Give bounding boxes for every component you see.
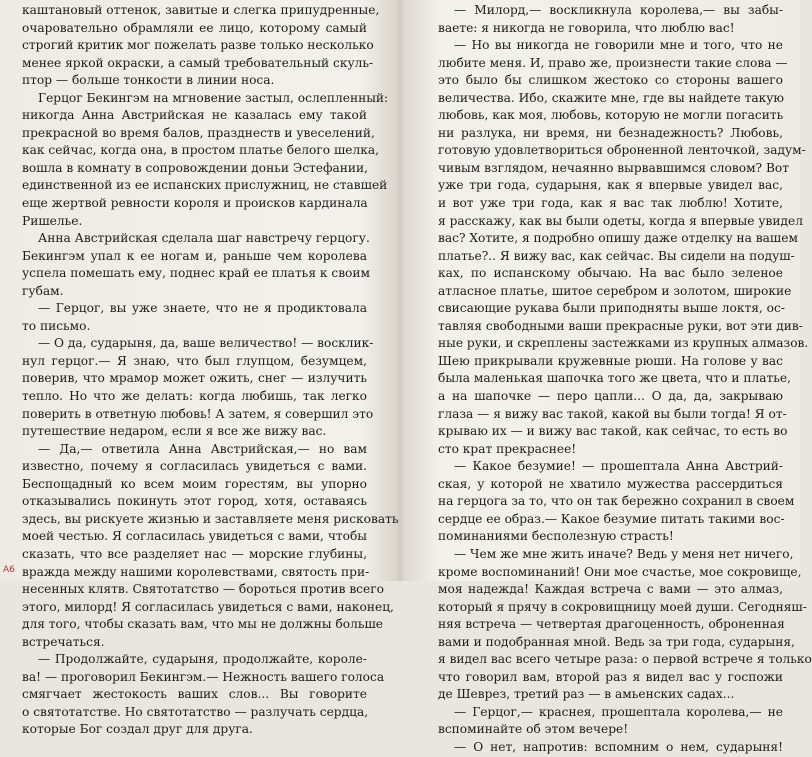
- text-line: ва! — проговорил Бекингэм.— Нежность вашего голоса: [22, 669, 385, 684]
- text-line: я видел вас всего четыре раза: о первой встрече я только: [438, 652, 812, 667]
- text-line: моей честью. Я согласилась увидеться с вами, чтобы: [22, 529, 367, 544]
- text-line: Бекингэм упал к ее ногам и, раньше чем королева: [22, 248, 367, 263]
- text-line: очаровательно обрамляли ее лицо, которому самый: [22, 20, 367, 35]
- text-line: нул герцог.— Я знаю, что был глупцом, безумцем,: [22, 353, 367, 368]
- text-line: де Шеврез, третий раз — в амьенских садах...: [438, 687, 735, 702]
- text-line: — Чем же мне жить иначе? Ведь у меня нет ничего,: [454, 546, 794, 561]
- text-line: — Но вы никогда не говорили мне и того, что не: [454, 38, 783, 53]
- text-line: здесь, вы рискуете жизнью и заставляете меня рисковать: [22, 511, 399, 526]
- text-line: как сейчас, когда она, в простом платье белого шелка,: [22, 143, 380, 158]
- text-line: прекрасной во время балов, празднеств и увеселений,: [22, 125, 375, 140]
- text-line: а на шапочке — перо цапли... О да, да, закрываю: [438, 389, 783, 404]
- text-line: Герцог Бекингэм на мгновение застыл, ослепленный:: [38, 90, 389, 105]
- text-line: успела помешать ему, поднес край ее платья к своим: [22, 266, 370, 281]
- text-line: глаза — я вижу вас такой, какой вы были тогда! Я от-: [438, 406, 787, 421]
- text-line: отказывались покинуть этот город, хотя, оставаясь: [22, 494, 367, 509]
- text-line: — Герцог,— краснея, прошептала королева,— не: [454, 704, 783, 719]
- text-line: губам.: [22, 283, 64, 298]
- text-line: кроме воспоминаний! Они мое счастье, мое сокровище,: [438, 564, 802, 579]
- text-line: этого, милорд! Я согласилась увидеться с вами, наконец,: [22, 599, 394, 614]
- text-line: вас? Хотите, я подробно опишу даже отделку на вашем: [438, 231, 798, 246]
- text-line: поверив, что мрамор может ожить, снег — излучить: [22, 371, 367, 386]
- text-line: никогда Анна Австрийская не казалась ему такой: [22, 108, 367, 123]
- text-line: величества. Ибо, скажите мне, где вы найдете такую: [438, 90, 785, 105]
- text-line: это было бы слишком жестоко со стороны вашего: [438, 73, 783, 88]
- text-line: — Какое безумие! — прошептала Анна Австрий-: [454, 459, 783, 474]
- text-line: ская, у которой не хватило мужества рассердиться: [438, 476, 783, 491]
- text-line: — Милорд,— воскликнула королева,— вы забы-: [454, 3, 783, 17]
- text-line: Ришелье.: [22, 213, 83, 228]
- text-line: моя надежда! Каждая встреча с вами — это алмаз,: [438, 582, 783, 597]
- text-line: — О да, сударыня, да, ваше величество! — восклик-: [38, 336, 374, 351]
- text-line: крываю их — и вижу вас такой, как сейчас, то есть во: [438, 424, 788, 439]
- text-line: платье?.. Я вижу вас, как сейчас. Вы сидели на подуш-: [438, 248, 795, 263]
- text-line: вошла в комнату в сопровождении доньи Эстефании,: [22, 160, 369, 175]
- text-line: ни разлука, ни время, ни безнадежность? Любовь,: [438, 125, 783, 140]
- text-line: несенных клятв. Святотатство — бороться против всего: [22, 582, 384, 597]
- text-line: сто крат прекраснее!: [438, 441, 577, 456]
- text-line: я расскажу, как вы были одеты, когда я впервые увидел: [438, 213, 803, 228]
- text-line: сказать, что все разделяет нас — морские глубины,: [22, 546, 367, 561]
- text-line: поверить в ответную любовь! А затем, я совершил это: [22, 406, 374, 421]
- text-line: вами и подобранная мной. Ведь за три года, сударыня,: [438, 634, 795, 649]
- text-line: вспоминайте об этом вечере!: [438, 722, 629, 737]
- text-line: тавляя свободными ваши прекрасные руки, вот эти див-: [438, 318, 803, 333]
- text-line: чивым взглядом, нечаянно вырвавшимся словом? Вот: [438, 160, 789, 175]
- text-line: каштановый оттенок, завитые и слегка припудренные,: [22, 3, 380, 17]
- text-line: строгий критик мог пожелать разве только несколько: [22, 38, 374, 53]
- margin-mark: А6: [3, 565, 15, 575]
- text-line: Беспощадный ко всем моим горестям, вы упорно: [22, 476, 367, 491]
- text-line: сердце ее образ.— Какое безумие питать такими вос-: [438, 511, 785, 526]
- text-line: — О нет, напротив: вспомним о нем, сударыня!: [454, 739, 783, 754]
- text-line: менее яркой окраски, а самый требовательный скуль-: [22, 55, 374, 70]
- text-line: встречаться.: [22, 634, 105, 649]
- text-line: свисающие рукава были приподняты выше локтя, ос-: [438, 301, 785, 316]
- text-line: и вот уже три года, как я вас так люблю! Хотите,: [438, 196, 783, 211]
- text-line: о святотатстве. Но святотатство — разлучать сердца,: [22, 704, 369, 719]
- text-line: птор — больше тонкости в линии носа.: [22, 73, 275, 88]
- text-line: путешествие недаром, если я все же вижу вас.: [22, 424, 327, 439]
- text-line: готовую удовлетвориться оброненной ленточкой, задум-: [438, 143, 806, 158]
- text-line: ные руки, и скреплены застежками из крупных алмазов.: [438, 336, 809, 351]
- text-line: ваете: я никогда не говорила, что люблю вас!: [438, 20, 735, 35]
- text-line: единственной из ее испанских прислужниц, не ставшей: [22, 178, 388, 193]
- right-page: [438, 2, 812, 754]
- text-line: ках, по испанскому обычаю. На вас было зеленое: [438, 266, 783, 281]
- text-line: еще жертвой ревности короля и происков кардинала: [22, 196, 368, 211]
- text-line: известно, почему я согласилась увидеться с вами.: [22, 459, 367, 474]
- text-line: уже три года, сударыня, как я впервые увидел вас,: [438, 178, 783, 193]
- text-line: который я прячу в сокровищницу моей души. Сегодняш-: [438, 599, 807, 614]
- text-line: на герцога за то, что он так бережно сохранил в своем: [438, 494, 795, 509]
- text-line: атласное платье, шитое серебром и золотом, широкие: [438, 283, 792, 298]
- text-line: смягчает жестокость ваших слов... Вы говорите: [22, 687, 367, 702]
- text-line: — Герцог, вы уже знаете, что не я продиктовала: [38, 301, 367, 316]
- text-line: любовь, как моя, любовь, которую не могли погасить: [438, 108, 784, 123]
- text-line: любите меня. И, право же, произнести такие слова —: [438, 55, 788, 70]
- text-line: поминаниями бесполезную страсть!: [438, 529, 674, 544]
- text-line: была маленькая шапочка того же цвета, что и платье,: [438, 371, 791, 386]
- left-page: [22, 2, 399, 737]
- text-line: тепло. Но что же делать: когда любишь, так легко: [22, 389, 367, 404]
- text-line: Анна Австрийская сделала шаг навстречу герцогу.: [38, 231, 370, 246]
- text-line: которые Бог создал друг для друга.: [22, 722, 253, 737]
- text-line: то письмо.: [22, 318, 91, 333]
- text-line: Шею прикрывали кружевные рюши. На голове у вас: [438, 353, 783, 368]
- text-line: вражда между нашими королевствами, святость при-: [22, 564, 370, 579]
- text-line: — Да,— ответила Анна Австрийская,— но вам: [38, 441, 367, 456]
- text-line: что говорил вам, второй раз я видел вас у госпожи: [438, 669, 783, 684]
- text-line: для того, чтобы сказать вам, что мы не должны больше: [22, 617, 384, 632]
- text-line: няя встреча — четвертая драгоценность, оброненная: [438, 617, 785, 632]
- text-line: — Продолжайте, сударыня, продолжайте, короле-: [38, 652, 367, 667]
